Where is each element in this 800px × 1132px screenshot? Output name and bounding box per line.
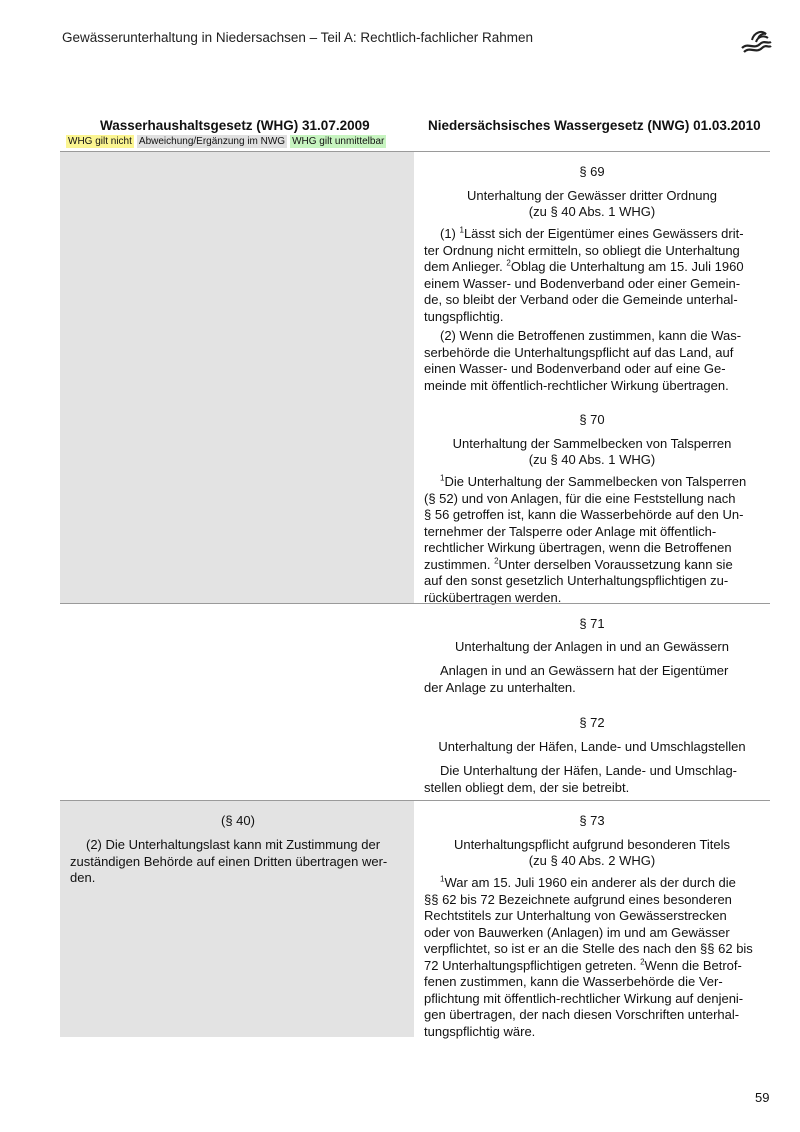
section-title: Unterhaltung der Sammelbecken von Talsperren [452,436,732,451]
paragraph: $^1$War am 15. Juli 1960 ein anderer als der durch die §§ 62 bis 72 Bezeichnete aufgrund eines besonderen Rechtstitels zur Unterhaltung von Gewässerstrecken oder von Bauwerken (Anlagen) im und am Gewässer verpflichtet, so ist er an die Stelle des nach den §§ 62 bis 72 Unterhaltungspflichtigen getreten. $^2$Wenn die Betrof- fenen zustimmen, kann die Wasserbehörde die Ver- pflichtung mit öffentlich-rechtlicher Wirkung auf denjeni- gen übertragen, der nach diesen Vorschriften unterhal- tungspflichtig wäre. [424,874,753,1039]
table-row-s69-s70 [60,151,770,604]
whg-cell-empty [60,604,414,801]
whg-cell [60,801,414,1037]
legend-not-applicable: WHG gilt nicht [68,136,132,147]
paragraph-2: (2) Wenn die Betroffenen zustimmen, kann die Was- serbehörde die Unterhaltungspflicht auf das Land, auf einen Wasser- und Bodenverband oder auf eine Ge- meinde mit öffentlich-rechtlicher Wirkung übertragen. [424,328,742,393]
paragraph: (2) Die Unterhaltungslast kann mit Zustimmung der zuständigen Behörde auf einen Dritten übertragen wer- den. [70,837,388,885]
section-number: § 69 [579,164,605,179]
nwg-cell [414,604,770,801]
nwg-cell [414,152,770,604]
section-reference: (zu § 40 Abs. 1 WHG) [528,452,656,467]
water-wave-logo-icon [740,28,772,54]
section-reference: (zu § 40 Abs. 2 WHG) [528,853,656,868]
section-number: § 71 [579,616,605,631]
nwg-cell [414,801,770,1037]
table-row-s71-s72 [60,603,770,801]
section-number: § 73 [579,813,605,828]
section-reference: (zu § 40 Abs. 1 WHG) [528,204,656,219]
paragraph: $^1$Die Unterhaltung der Sammelbecken von Talsperren (§ 52) und von Anlagen, für die eine Feststellung nach § 56 getroffen ist, kann die Wasserbehörde auf den Un- ternehmer der Talsperre oder Anlage mit öffentlich- rechtlicher Wirkung übertragen, wenn die Betroffenen zustimmen. $^2$Unter derselben Voraussetzung kann sie auf den sonst gesetzlich Unterhaltungspflichtigen zu- rückübertragen werden. [424,473,747,605]
section-number: (§ 40) [221,813,255,828]
table-row-s40-s73 [60,800,770,1037]
legend [66,135,386,148]
page-number: 59 [755,1090,770,1105]
section-title: Unterhaltung der Anlagen in und an Gewässern [455,639,729,654]
paragraph: Die Unterhaltung der Häfen, Lande- und Umschlag- stellen obliegt dem, der sie betreibt. [424,763,738,795]
section-title: Unterhaltung der Gewässer dritter Ordnung [466,188,717,203]
section-number: § 72 [579,715,605,730]
legend-deviation: Abweichung/Ergänzung im NWG [138,136,286,147]
legend-directly-applicable: WHG gilt unmittelbar [292,136,385,147]
whg-column-title: Wasserhaushaltsgesetz (WHG) 31.07.2009 [100,118,370,133]
whg-cell-empty [60,152,414,604]
section-title: Unterhaltung der Häfen, Lande- und Umschlagstellen [438,739,746,754]
section-number: § 70 [579,412,605,427]
paragraph-1: (1) $^1$Lässt sich der Eigentümer eines Gewässers drit- ter Ordnung nicht ermitteln, so obliegt die Unterhaltung dem Anlieger. $^2$Oblag die Unterhaltung am 15. Juli 1960 einem Wasser- und Bodenverband oder einer Gemein- de, so bleibt der Verband oder die Gemeinde unterhal- tungspflichtig. [424,225,744,324]
running-header: Gewässerunterhaltung in Niedersachsen – Teil A: Rechtlich-fachlicher Rahmen [62,30,533,45]
section-title: Unterhaltungspflicht aufgrund besonderen Titels [453,837,731,852]
nwg-column-title: Niedersächsisches Wassergesetz (NWG) 01.03.2010 [428,118,761,133]
paragraph: Anlagen in und an Gewässern hat der Eigentümer der Anlage zu unterhalten. [424,663,729,695]
